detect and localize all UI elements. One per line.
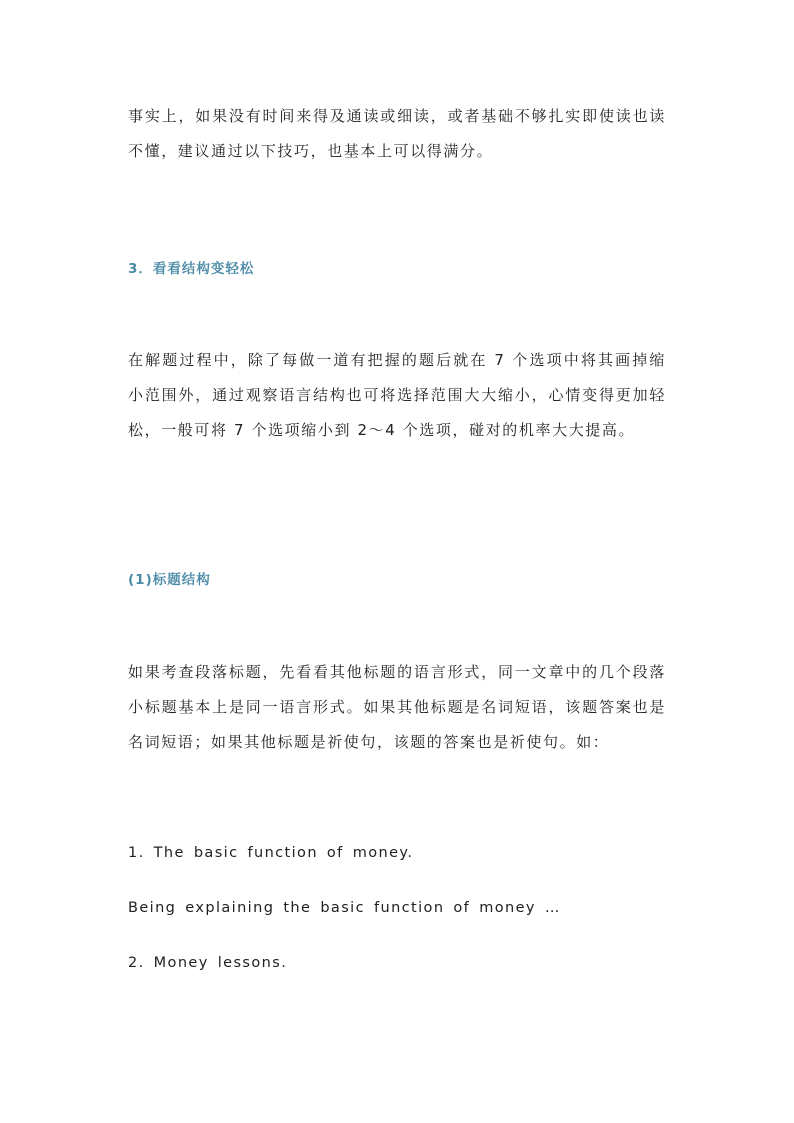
- section-heading-3: 3．看看结构变轻松: [128, 261, 255, 277]
- example-line-1: 1. The basic function of money.: [128, 845, 414, 861]
- example-line-3: 2. Money lessons.: [128, 955, 288, 971]
- structure-paragraph: 在解题过程中，除了每做一道有把握的题后就在 7 个选项中将其画掉缩小范围外，通过观察语言结构也可将选择范围大大缩小，心情变得更加轻松，一般可将 7 个选项缩小到 2～4 个选项，碰对的机率大大提高。: [128, 351, 666, 439]
- document-page: [128, 0, 666, 1123]
- intro-paragraph: 事实上，如果没有时间来得及通读或细读，或者基础不够扎实即使读也读不懂，建议通过以下技巧，也基本上可以得满分。: [128, 107, 666, 160]
- title-structure-paragraph: 如果考查段落标题，先看看其他标题的语言形式，同一文章中的几个段落小标题基本上是同一语言形式。如果其他标题是名词短语，该题答案也是名词短语；如果其他标题是祈使句，该题的答案也是祈使句。如：: [128, 663, 666, 751]
- example-line-2: Being explaining the basic function of money …: [128, 900, 561, 916]
- subsection-heading-title-structure: (1)标题结构: [128, 572, 211, 588]
